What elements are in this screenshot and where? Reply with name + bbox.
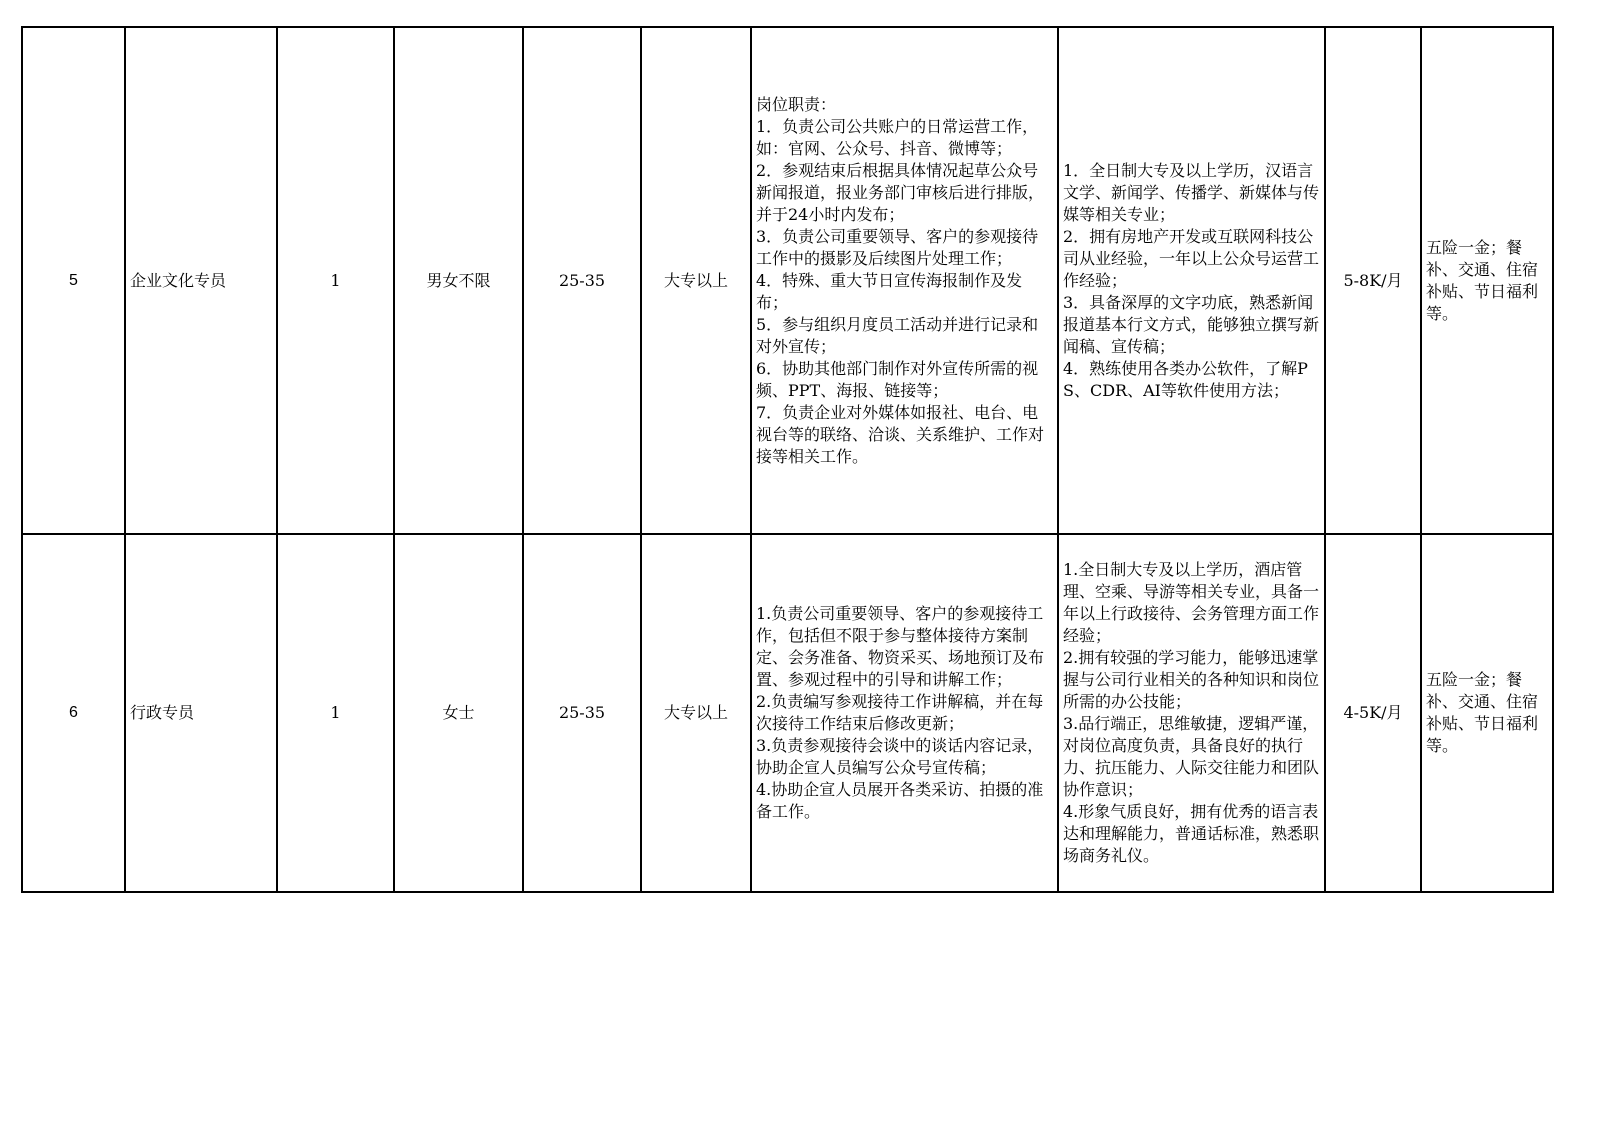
- table-row: [22, 534, 1553, 892]
- headcount: 1: [277, 534, 394, 892]
- duty-line: 3．负责公司重要领导、客户的参观接待工作中的摄影及后续图片处理工作；: [756, 226, 1039, 268]
- requirement-line: 2．拥有房地产开发或互联网科技公司从业经验，一年以上公众号运营工作经验；: [1063, 226, 1320, 290]
- duty-line: 6．协助其他部门制作对外宣传所需的视频、PPT、海报、链接等；: [756, 358, 1039, 400]
- duty-line: 3.负责参观接待会谈中的谈话内容记录，协助企宣人员编写公众号宣传稿；: [756, 736, 1044, 777]
- education-requirement: 大专以上: [641, 27, 751, 534]
- education-requirement: 大专以上: [641, 534, 751, 892]
- job-duties: [751, 534, 1058, 892]
- table-row: [22, 27, 1553, 534]
- salary: 5-8K/月: [1325, 27, 1421, 534]
- requirement-line: 4.形象气质良好，拥有优秀的语言表达和理解能力，普通话标准，熟悉职场商务礼仪。: [1063, 802, 1320, 865]
- job-title: 企业文化专员: [125, 27, 277, 534]
- age-range: 25-35: [523, 534, 641, 892]
- job-table-sheet: [21, 26, 1554, 893]
- duty-line: 4．特殊、重大节日宣传海报制作及发布；: [756, 270, 1023, 312]
- job-table: [21, 26, 1554, 893]
- duty-line: 4.协助企宣人员展开各类采访、拍摄的准备工作。: [756, 780, 1044, 821]
- duty-line: 岗位职责：: [756, 94, 837, 114]
- row-number: 5: [22, 27, 125, 534]
- job-requirements: [1058, 27, 1325, 534]
- duty-line: 1．负责公司公共账户的日常运营工作，如：官网、公众号、抖音、微博等；: [756, 116, 1039, 158]
- job-title: 行政专员: [125, 534, 277, 892]
- requirement-line: 3.品行端正，思维敏捷，逻辑严谨，对岗位高度负责，具备良好的执行力、抗压能力、人际交往能力和团队协作意识；: [1063, 714, 1320, 799]
- salary: 4-5K/月: [1325, 534, 1421, 892]
- requirement-line: 2.拥有较强的学习能力，能够迅速掌握与公司行业相关的各种知识和岗位所需的办公技能；: [1063, 648, 1320, 711]
- job-duties: [751, 27, 1058, 534]
- age-range: 25-35: [523, 27, 641, 534]
- duty-line: 2.负责编写参观接待工作讲解稿，并在每次接待工作结束后修改更新；: [756, 692, 1044, 733]
- benefits: 五险一金；餐补、交通、住宿补贴、节日福利等。: [1421, 27, 1553, 534]
- headcount: 1: [277, 27, 394, 534]
- duty-line: 2．参观结束后根据具体情况起草公众号新闻报道，报业务部门审核后进行排版，并于24小时内发布；: [756, 160, 1045, 224]
- requirement-line: 4．熟练使用各类办公软件，了解PS、CDR、AI等软件使用方法；: [1063, 358, 1308, 400]
- row-number: 6: [22, 534, 125, 892]
- benefits: 五险一金；餐补、交通、住宿补贴、节日福利等。: [1421, 534, 1553, 892]
- gender-requirement: 男女不限: [394, 27, 523, 534]
- requirement-line: 1．全日制大专及以上学历，汉语言文学、新闻学、传播学、新媒体与传媒等相关专业；: [1063, 160, 1320, 224]
- requirement-line: 1.全日制大专及以上学历，酒店管理、空乘、导游等相关专业，具备一年以上行政接待、会务管理方面工作经验；: [1063, 560, 1320, 645]
- duty-line: 1.负责公司重要领导、客户的参观接待工作，包括但不限于参与整体接待方案制定、会务准备、物资采买、场地预订及布置、参观过程中的引导和讲解工作；: [756, 604, 1045, 689]
- requirement-line: 3．具备深厚的文字功底，熟悉新闻报道基本行文方式，能够独立撰写新闻稿、宣传稿；: [1063, 292, 1320, 356]
- duty-line: 7．负责企业对外媒体如报社、电台、电视台等的联络、洽谈、关系维护、工作对接等相关工作。: [756, 402, 1045, 466]
- gender-requirement: 女士: [394, 534, 523, 892]
- duty-line: 5．参与组织月度员工活动并进行记录和对外宣传；: [756, 314, 1039, 356]
- job-requirements: [1058, 534, 1325, 892]
